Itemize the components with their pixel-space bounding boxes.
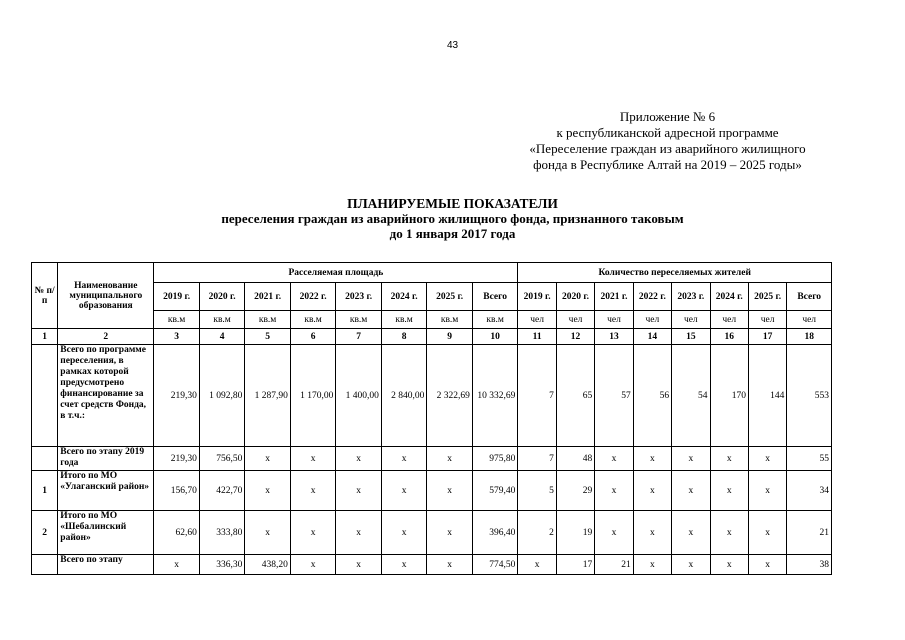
area-cell: 975,80 bbox=[472, 447, 518, 471]
area-cell: 333,80 bbox=[199, 511, 245, 555]
people-cell: 2 bbox=[518, 511, 556, 555]
area-cell: 774,50 bbox=[472, 555, 518, 575]
unit-people: чел bbox=[787, 311, 832, 329]
people-cell: х bbox=[748, 511, 786, 555]
col-number: 5 bbox=[245, 329, 291, 345]
header-people-group: Количество переселяемых жителей bbox=[518, 263, 832, 283]
area-cell: 2 840,00 bbox=[381, 345, 427, 447]
header-num: № п/п bbox=[32, 263, 58, 329]
header-people-year: 2020 г. bbox=[556, 283, 594, 311]
row-number bbox=[32, 447, 58, 471]
header-area-year: 2020 г. bbox=[199, 283, 245, 311]
appendix-line-3: «Переселение граждан из аварийного жилищного bbox=[529, 141, 806, 156]
unit-people: чел bbox=[710, 311, 748, 329]
row-number: 1 bbox=[32, 471, 58, 511]
area-cell: х bbox=[336, 511, 382, 555]
area-cell: 1 400,00 bbox=[336, 345, 382, 447]
people-cell: х bbox=[748, 471, 786, 511]
unit-area: кв.м bbox=[290, 311, 336, 329]
people-cell: 21 bbox=[595, 555, 633, 575]
area-cell: х bbox=[290, 555, 336, 575]
header-area-year: 2022 г. bbox=[290, 283, 336, 311]
area-cell: х bbox=[154, 555, 200, 575]
people-cell: 54 bbox=[672, 345, 710, 447]
table-row bbox=[32, 447, 832, 471]
area-cell: 336,30 bbox=[199, 555, 245, 575]
people-cell: 5 bbox=[518, 471, 556, 511]
people-cell: 553 bbox=[787, 345, 832, 447]
row-number bbox=[32, 555, 58, 575]
row-name: Всего по этапу bbox=[58, 555, 154, 575]
unit-area: кв.м bbox=[381, 311, 427, 329]
area-cell: 1 092,80 bbox=[199, 345, 245, 447]
area-cell: х bbox=[290, 447, 336, 471]
people-cell: х bbox=[595, 471, 633, 511]
people-cell: 56 bbox=[633, 345, 671, 447]
area-cell: 756,50 bbox=[199, 447, 245, 471]
area-cell: х bbox=[245, 511, 291, 555]
people-cell: х bbox=[518, 555, 556, 575]
col-number: 13 bbox=[595, 329, 633, 345]
header-area-year: 2019 г. bbox=[154, 283, 200, 311]
table-row bbox=[32, 471, 832, 511]
people-cell: х bbox=[633, 555, 671, 575]
unit-area: кв.м bbox=[472, 311, 518, 329]
unit-people: чел bbox=[556, 311, 594, 329]
unit-area: кв.м bbox=[427, 311, 473, 329]
area-cell: х bbox=[381, 511, 427, 555]
people-cell: 17 bbox=[556, 555, 594, 575]
people-cell: 34 bbox=[787, 471, 832, 511]
people-cell: х bbox=[595, 511, 633, 555]
area-cell: 62,60 bbox=[154, 511, 200, 555]
area-cell: 579,40 bbox=[472, 471, 518, 511]
people-cell: 57 bbox=[595, 345, 633, 447]
area-cell: х bbox=[427, 471, 473, 511]
area-cell: 156,70 bbox=[154, 471, 200, 511]
table-row bbox=[32, 511, 832, 555]
unit-area: кв.м bbox=[245, 311, 291, 329]
col-number: 15 bbox=[672, 329, 710, 345]
row-number bbox=[32, 345, 58, 447]
people-cell: х bbox=[710, 447, 748, 471]
area-cell: х bbox=[427, 447, 473, 471]
col-number: 8 bbox=[381, 329, 427, 345]
col-number: 11 bbox=[518, 329, 556, 345]
header-people-year: 2025 г. bbox=[748, 283, 786, 311]
col-number: 3 bbox=[154, 329, 200, 345]
row-name: Итого по МО «Шебалинский район» bbox=[58, 511, 154, 555]
col-number: 2 bbox=[58, 329, 154, 345]
header-area-year: 2024 г. bbox=[381, 283, 427, 311]
people-cell: х bbox=[633, 447, 671, 471]
header-area-group: Расселяемая площадь bbox=[154, 263, 518, 283]
people-cell: х bbox=[595, 447, 633, 471]
people-cell: х bbox=[633, 471, 671, 511]
unit-people: чел bbox=[595, 311, 633, 329]
col-number: 16 bbox=[710, 329, 748, 345]
area-cell: 219,30 bbox=[154, 345, 200, 447]
people-cell: х bbox=[672, 471, 710, 511]
people-cell: 170 bbox=[710, 345, 748, 447]
unit-people: чел bbox=[518, 311, 556, 329]
people-cell: х bbox=[710, 471, 748, 511]
header-name: Наименование муниципального образования bbox=[58, 263, 154, 329]
header-people-year: 2024 г. bbox=[710, 283, 748, 311]
unit-people: чел bbox=[672, 311, 710, 329]
col-number: 14 bbox=[633, 329, 671, 345]
header-area-year: 2025 г. bbox=[427, 283, 473, 311]
header-area-year: 2021 г. bbox=[245, 283, 291, 311]
area-cell: 1 287,90 bbox=[245, 345, 291, 447]
unit-area: кв.м bbox=[199, 311, 245, 329]
area-cell: х bbox=[336, 555, 382, 575]
area-cell: 422,70 bbox=[199, 471, 245, 511]
area-cell: 396,40 bbox=[472, 511, 518, 555]
appendix-line-4: фонда в Республике Алтай на 2019 – 2025 годы» bbox=[533, 157, 802, 172]
col-number: 4 bbox=[199, 329, 245, 345]
area-cell: х bbox=[245, 471, 291, 511]
appendix-block bbox=[470, 109, 865, 173]
row-name: Итого по МО «Улаганский район» bbox=[58, 471, 154, 511]
people-cell: 29 bbox=[556, 471, 594, 511]
area-cell: х bbox=[336, 471, 382, 511]
people-cell: 7 bbox=[518, 447, 556, 471]
people-cell: 144 bbox=[748, 345, 786, 447]
people-cell: х bbox=[672, 555, 710, 575]
col-number: 12 bbox=[556, 329, 594, 345]
area-cell: х bbox=[381, 471, 427, 511]
header-people-year: 2019 г. bbox=[518, 283, 556, 311]
row-number: 2 bbox=[32, 511, 58, 555]
row-name: Всего по этапу 2019 года bbox=[58, 447, 154, 471]
people-cell: 38 bbox=[787, 555, 832, 575]
people-cell: 55 bbox=[787, 447, 832, 471]
area-cell: х bbox=[245, 447, 291, 471]
people-cell: 7 bbox=[518, 345, 556, 447]
col-number: 10 bbox=[472, 329, 518, 345]
col-number: 9 bbox=[427, 329, 473, 345]
people-cell: 19 bbox=[556, 511, 594, 555]
area-cell: х bbox=[290, 471, 336, 511]
header-people-year: 2021 г. bbox=[595, 283, 633, 311]
people-cell: х bbox=[710, 511, 748, 555]
header-people-year: 2023 г. bbox=[672, 283, 710, 311]
area-cell: 1 170,00 bbox=[290, 345, 336, 447]
area-cell: х bbox=[427, 555, 473, 575]
people-cell: х bbox=[748, 555, 786, 575]
col-number: 17 bbox=[748, 329, 786, 345]
document-title bbox=[60, 196, 845, 241]
col-number: 18 bbox=[787, 329, 832, 345]
people-cell: 65 bbox=[556, 345, 594, 447]
table-body bbox=[32, 345, 832, 575]
people-cell: х bbox=[672, 511, 710, 555]
people-cell: х bbox=[672, 447, 710, 471]
header-people-year: 2022 г. bbox=[633, 283, 671, 311]
header-area-total: Всего bbox=[472, 283, 518, 311]
area-cell: х bbox=[290, 511, 336, 555]
area-cell: 2 322,69 bbox=[427, 345, 473, 447]
appendix-line-1: Приложение № 6 bbox=[619, 109, 716, 124]
page-number: 43 bbox=[446, 40, 459, 51]
row-name: Всего по программе переселения, в рамках которой предусмотрено финансирование за счет средств Фонда, в т.ч.: bbox=[58, 345, 154, 447]
area-cell: х bbox=[381, 555, 427, 575]
area-cell: х bbox=[381, 447, 427, 471]
people-cell: х bbox=[710, 555, 748, 575]
col-number: 6 bbox=[290, 329, 336, 345]
header-people-total: Всего bbox=[787, 283, 832, 311]
title-line-3: до 1 января 2017 года bbox=[389, 226, 516, 241]
area-cell: 219,30 bbox=[154, 447, 200, 471]
table-row bbox=[32, 345, 832, 447]
area-cell: х bbox=[427, 511, 473, 555]
header-area-year: 2023 г. bbox=[336, 283, 382, 311]
col-number: 1 bbox=[32, 329, 58, 345]
unit-people: чел bbox=[748, 311, 786, 329]
area-cell: 438,20 bbox=[245, 555, 291, 575]
unit-people: чел bbox=[633, 311, 671, 329]
col-number: 7 bbox=[336, 329, 382, 345]
column-numbers-row bbox=[32, 329, 832, 345]
area-cell: 10 332,69 bbox=[472, 345, 518, 447]
indicators-table bbox=[31, 262, 832, 575]
title-line-1: ПЛАНИРУЕМЫЕ ПОКАЗАТЕЛИ bbox=[347, 196, 558, 211]
people-cell: 21 bbox=[787, 511, 832, 555]
people-cell: х bbox=[633, 511, 671, 555]
table-row bbox=[32, 555, 832, 575]
unit-area: кв.м bbox=[154, 311, 200, 329]
appendix-line-2: к республиканской адресной программе bbox=[556, 125, 779, 140]
area-cell: х bbox=[336, 447, 382, 471]
title-line-2: переселения граждан из аварийного жилищного фонда, признанного таковым bbox=[221, 211, 684, 226]
people-cell: х bbox=[748, 447, 786, 471]
people-cell: 48 bbox=[556, 447, 594, 471]
unit-area: кв.м bbox=[336, 311, 382, 329]
